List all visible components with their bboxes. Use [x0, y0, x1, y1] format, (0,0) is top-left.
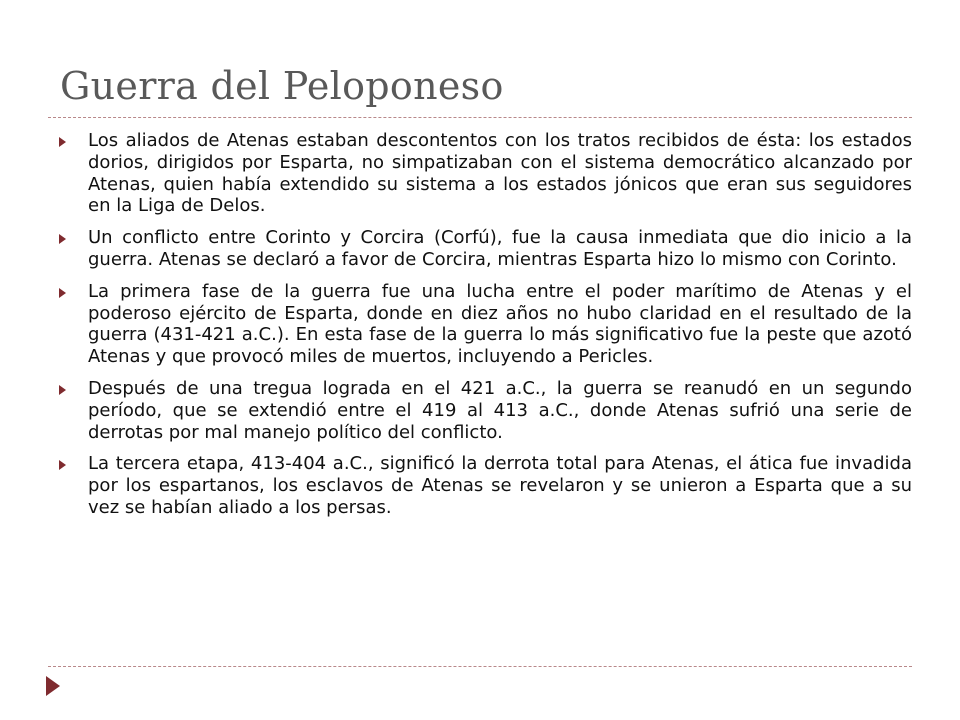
bullet-text: La primera fase de la guerra fue una lucha entre el poder marítimo de Atenas y el poderoso ejército de Esparta, donde en diez años no hubo claridad en el resultado de la guerra (431-421 a.C.). En esta fase de la guerra lo más significativo fue la peste que azotó Atenas y que provocó miles de muertos, incluyendo a Pericles.: [88, 280, 912, 368]
triangle-right-icon: [59, 385, 66, 395]
triangle-right-icon: [59, 460, 66, 470]
triangle-right-icon: [59, 288, 66, 298]
footer-divider: [48, 666, 912, 667]
bullet-item: [56, 378, 912, 443]
bullet-text: Los aliados de Atenas estaban descontentos con los tratos recibidos de ésta: los estados dorios, dirigidos por Esparta, no simpatizaban con el sistema democrático alcanzado por Atenas, quien había extendido su sistema a los estados jónicos que eran sus seguidores en la Liga de Delos.: [88, 130, 912, 217]
triangle-right-icon: [59, 234, 66, 244]
corner-triangle-icon: [46, 676, 60, 696]
bullet-text: Después de una tregua lograda en el 421 a.C., la guerra se reanudó en un segundo período, que se extendió entre el 419 al 413 a.C., donde Atenas sufrió una serie de derrotas por mal manejo político del conflicto.: [88, 377, 912, 443]
bullet-item: [56, 130, 912, 217]
bullet-item: [56, 281, 912, 368]
bullet-item: [56, 227, 912, 271]
triangle-right-icon: [59, 137, 66, 147]
slide-title: Guerra del Peloponeso: [60, 64, 504, 108]
bullet-item: [56, 453, 912, 518]
bullet-text: Un conflicto entre Corinto y Corcira (Corfú), fue la causa inmediata que dio inicio a la guerra. Atenas se declaró a favor de Corcira, mientras Esparta hizo lo mismo con Corinto.: [88, 227, 912, 270]
bullet-text: La tercera etapa, 413-404 a.C., significó la derrota total para Atenas, el ática fue invadida por los espartanos, los esclavos de Atenas se revelaron y se unieron a Esparta que a su vez se habían aliado a los persas.: [88, 453, 912, 518]
title-divider: [48, 117, 912, 118]
bullet-list: [56, 130, 912, 529]
